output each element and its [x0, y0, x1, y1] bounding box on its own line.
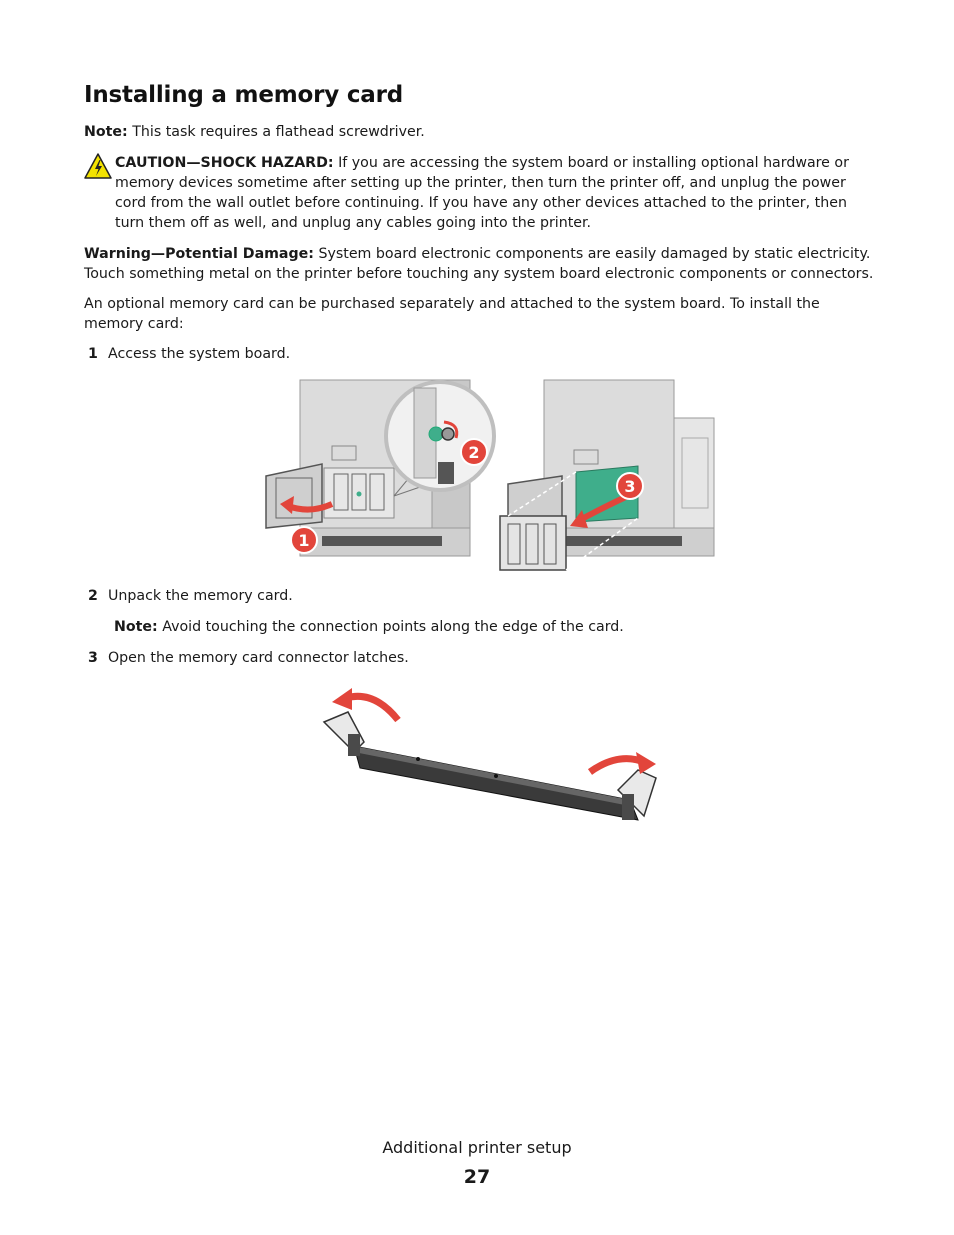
caution-shock-hazard	[115, 153, 877, 233]
footer-section-title: Additional printer setup	[382, 1138, 572, 1157]
callout-1-label: 1	[298, 531, 310, 550]
note-text: Avoid touching the connection points along the edge of the card.	[157, 619, 624, 635]
step-number: 2	[88, 588, 98, 604]
caution-label: CAUTION—SHOCK HAZARD:	[115, 155, 334, 171]
access-system-board-illustration	[262, 378, 718, 572]
step-2	[88, 586, 293, 606]
warning-potential-damage	[84, 244, 876, 284]
warning-triangle-icon	[84, 153, 112, 179]
caution-text: If you are accessing the system board or installing optional hardware or memory devices sometime after setting up the printer, then turn the printer off, and unplug the power cord from the wall outlet before continuing. If you have any other devices attached to the printer, then turn them off as well, and unplug any cables going into the printer.	[115, 155, 849, 231]
note-label: Note:	[114, 619, 158, 635]
step-text: Open the memory card connector latches.	[108, 650, 409, 666]
step-3	[88, 648, 409, 668]
step-text: Unpack the memory card.	[108, 588, 293, 604]
page-number: 27	[463, 1166, 491, 1188]
step-number: 1	[88, 346, 98, 362]
note-label: Note:	[84, 124, 128, 140]
note-text: This task requires a flathead screwdriver.	[127, 124, 425, 140]
warning-label: Warning—Potential Damage:	[84, 246, 314, 262]
note-screwdriver	[84, 122, 876, 142]
callout-2-label: 2	[468, 443, 480, 462]
step-2-note	[114, 617, 624, 637]
page-title: Installing a memory card	[84, 82, 403, 108]
intro-paragraph: An optional memory card can be purchased separately and attached to the system board. To install the memory card:	[84, 296, 820, 332]
step-text: Access the system board.	[108, 346, 291, 362]
step-1	[88, 344, 290, 364]
step-number: 3	[88, 650, 98, 666]
callout-3-label: 3	[624, 477, 636, 496]
memory-connector-latches-illustration	[318, 682, 662, 836]
warning-text: System board electronic components are easily damaged by static electricity. Touch something metal on the printer before touching any system board electronic components or connectors.	[84, 246, 874, 282]
